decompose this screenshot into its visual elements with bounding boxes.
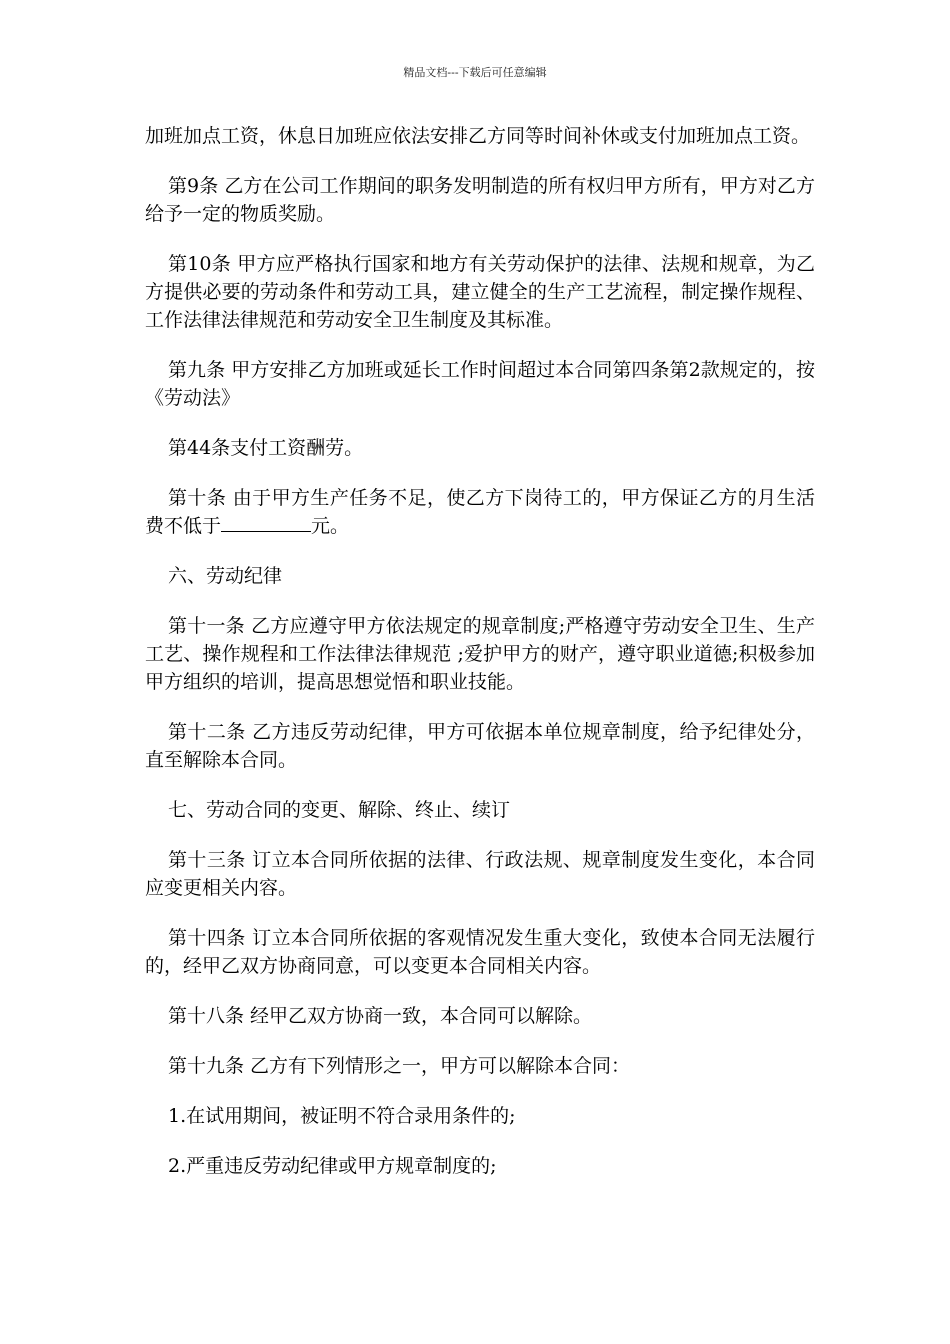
list-item-discipline-violation: 2.严重违反劳动纪律或甲方规章制度的; [168, 1155, 497, 1177]
amount-blank-line [221, 515, 311, 532]
paragraph-article-eleven: 第十一条 乙方应遵守甲方依法规定的规章制度;严格遵守劳动安全卫生、生产工艺、操作规程和工作法律法律规范 ;爱护甲方的财产，遵守职业道德;积极参加甲方组织的培训，提高思想觉悟和职业技能。 [145, 615, 815, 693]
paragraph-overtime-pay: 加班加点工资，休息日加班应依法安排乙方同等时间补休或支付加班加点工资。 [145, 125, 811, 147]
paragraph-article-thirteen: 第十三条 订立本合同所依据的法律、行政法规、规章制度发生变化，本合同应变更相关内容。 [145, 849, 815, 899]
paragraph-article-9-invention: 第9条 乙方在公司工作期间的职务发明制造的所有权归甲方所有，甲方对乙方给予一定的物质奖励。 [145, 175, 815, 225]
layoff-text-end: 元。 [311, 515, 350, 537]
paragraph-article-eighteen: 第十八条 经甲乙双方协商一致，本合同可以解除。 [168, 1005, 593, 1027]
paragraph-article-fourteen: 第十四条 订立本合同所依据的客观情况发生重大变化，致使本合同无法履行的，经甲乙双方协商同意，可以变更本合同相关内容。 [145, 927, 815, 977]
paragraph-article-nine-overtime: 第九条 甲方安排乙方加班或延长工作时间超过本合同第四条第2款规定的，按《劳动法》 [145, 359, 815, 409]
paragraph-article-twelve: 第十二条 乙方违反劳动纪律，甲方可依据本单位规章制度，给予纪律处分，直至解除本合同。 [145, 721, 815, 771]
document-body [145, 122, 815, 1180]
paragraph-article-10-protection: 第10条 甲方应严格执行国家和地方有关劳动保护的法律、法规和规章，为乙方提供必要的劳动条件和劳动工具，建立健全的生产工艺流程，制定操作规程、工作法律法律规范和劳动安全卫生制度及其标准。 [145, 253, 815, 331]
section-heading-labor-discipline: 六、劳动纪律 [168, 565, 283, 587]
section-heading-contract-changes: 七、劳动合同的变更、解除、终止、续订 [168, 799, 511, 821]
layoff-text: 第十条 由于甲方生产任务不足，使乙方下岗待工的，甲方保证乙方的月生活费不低于 [145, 487, 815, 537]
paragraph-article-ten-layoff [145, 484, 815, 540]
paragraph-article-nineteen: 第十九条 乙方有下列情形之一，甲方可以解除本合同： [168, 1055, 631, 1077]
page-header: 精品文档---下载后可任意编辑 [403, 66, 547, 79]
list-item-probation: 1.在试用期间，被证明不符合录用条件的; [168, 1105, 516, 1127]
paragraph-article-44-wages: 第44条支付工资酬劳。 [168, 437, 364, 459]
